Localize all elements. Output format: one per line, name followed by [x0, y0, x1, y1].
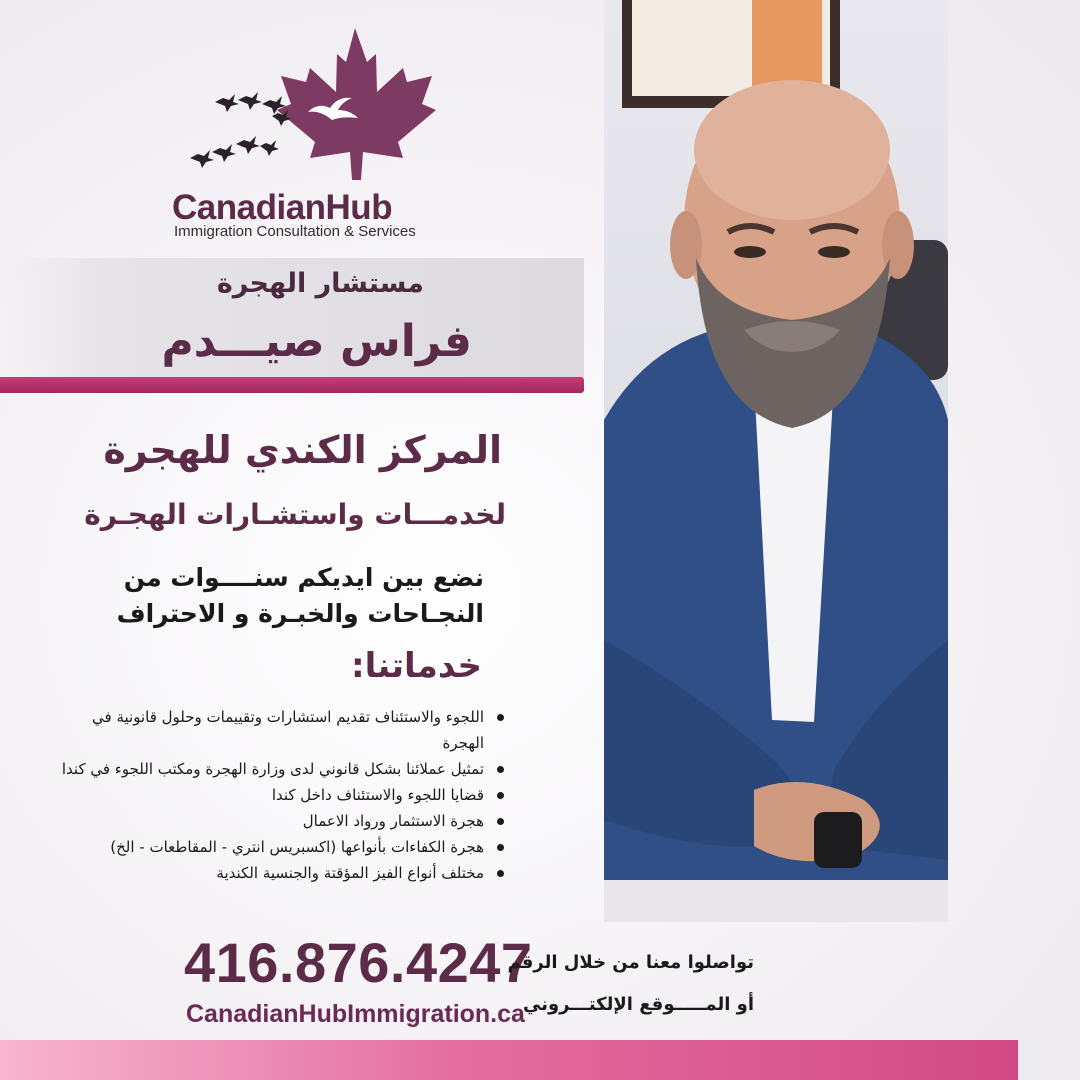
list-item: قضايا اللجوء والاستئناف داخل كندا	[46, 782, 506, 808]
footer-bar	[0, 1040, 1018, 1080]
contact-website-label: أو المـــــوقع الإلكتـــروني	[523, 994, 754, 1015]
main-heading: المركز الكندي للهجرة	[103, 428, 502, 472]
accent-divider	[0, 377, 584, 393]
list-item: هجرة الكفاءات بأنواعها (اكسبريس انتري - المقاطعات - الخ)	[46, 834, 506, 860]
consultant-role: مستشار الهجرة	[216, 268, 424, 299]
brand-tagline: Immigration Consultation & Services	[174, 223, 416, 240]
consultant-portrait-photo	[604, 0, 948, 922]
brand-name: CanadianHub	[172, 188, 393, 227]
services-title: خدماتنا:	[351, 646, 482, 686]
contact-phone-label: تواصلوا معنا من خلال الرقم	[507, 952, 754, 973]
website-link[interactable]: CanadianHubImmigration.ca	[186, 1000, 525, 1028]
list-item: مختلف أنواع الفيز المؤقتة والجنسية الكندية	[46, 860, 506, 886]
list-item: اللجوء والاستئناف تقديم استشارات وتقييمات وحلول قانونية في الهجرة	[46, 704, 506, 756]
phone-number[interactable]: 416.876.4247	[184, 931, 533, 994]
list-item: هجرة الاستثمار ورواد الاعمال	[46, 808, 506, 834]
maple-leaf-with-birds-icon	[160, 20, 460, 190]
sub-heading: لخدمـــات واستشـارات الهجـرة	[84, 498, 506, 531]
brand-logo	[160, 20, 460, 240]
portrait-illustration	[604, 0, 948, 922]
services-list	[46, 704, 506, 886]
title-band	[0, 258, 584, 378]
intro-text: نضع بين ايديكم سنــــوات من النجـاحات والخبـرة و الاحتراف	[116, 563, 484, 628]
list-item: تمثيل عملائنا بشكل قانوني لدى وزارة الهجرة ومكتب اللجوء في كندا	[46, 756, 506, 782]
consultant-name: فراس صيـــدم	[161, 316, 472, 367]
